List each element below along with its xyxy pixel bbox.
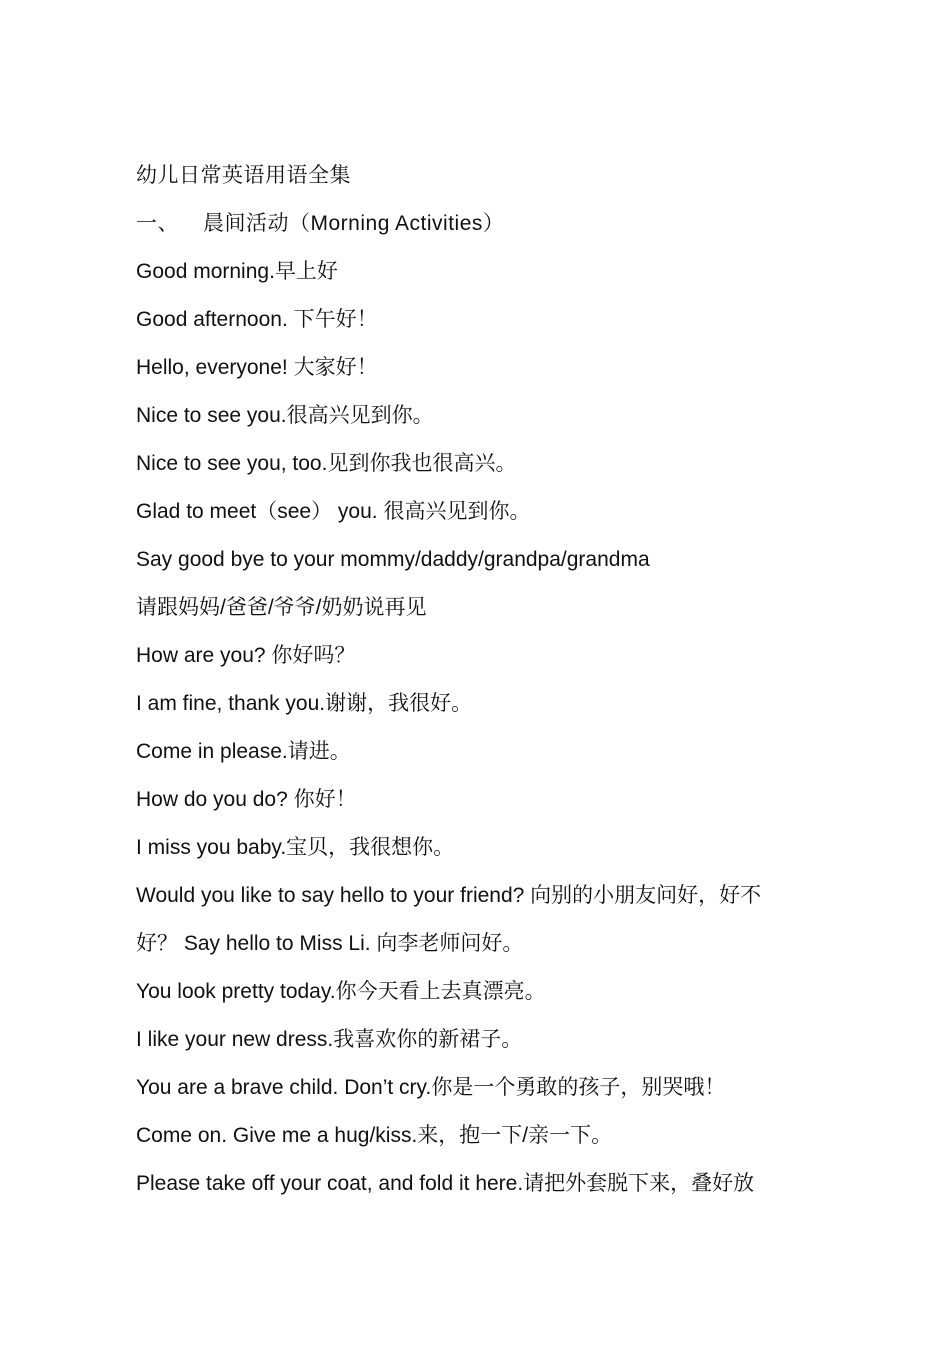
text-line: I like your new dress.我喜欢你的新裙子。 (136, 1028, 523, 1051)
text-line: How do you do? 你好！ (136, 788, 357, 811)
text-line: 请跟妈妈/爸爸/爷爷/奶奶说再见 (136, 596, 427, 619)
text-line: I am fine, thank you.谢谢，我很好。 (136, 692, 473, 715)
text-line: Good morning.早上好 (136, 260, 338, 283)
section-heading (136, 200, 816, 248)
text-line: Hello, everyone! 大家好！ (136, 356, 378, 379)
document-page (136, 152, 816, 1208)
text-line: You look pretty today.你今天看上去真漂亮。 (136, 980, 546, 1003)
text-line: Say good bye to your mommy/daddy/grandpa/grandma (136, 548, 650, 571)
text-line: Nice to see you.很高兴见到你。 (136, 404, 434, 427)
text-line: Would you like to say hello to your friend? 向别的小朋友问好，好不 (136, 884, 762, 907)
text-line: Please take off your coat, and fold it here.请把外套脱下来，叠好放 (136, 1172, 755, 1195)
text-line: 好？ Say hello to Miss Li. 向李老师问好。 (136, 932, 524, 955)
text-line: Nice to see you, too.见到你我也很高兴。 (136, 452, 517, 475)
text-line: How are you? 你好吗？ (136, 644, 356, 667)
section-title: 晨间活动（Morning Activities） (203, 212, 505, 235)
document-title: 幼儿日常英语用语全集 (136, 164, 351, 187)
text-line: You are a brave child. Don’t cry.你是一个勇敢的孩子，别哭哦！ (136, 1076, 726, 1099)
text-line: I miss you baby.宝贝，我很想你。 (136, 836, 455, 859)
text-line: Come in please.请进。 (136, 740, 351, 763)
text-line: Glad to meet（see） you. 很高兴见到你。 (136, 500, 531, 523)
section-number: 一、 (136, 212, 179, 235)
text-line: Come on. Give me a hug/kiss.来，抱一下/亲一下。 (136, 1124, 613, 1147)
text-line: Good afternoon. 下午好！ (136, 308, 378, 331)
